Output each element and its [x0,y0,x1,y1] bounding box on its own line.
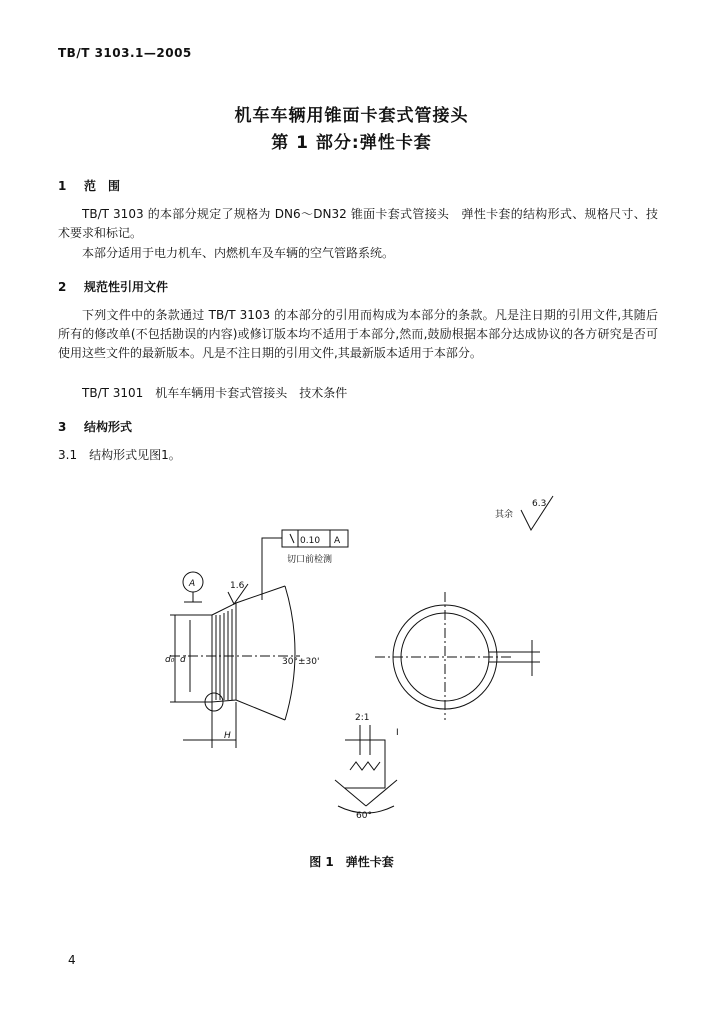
section-2-para-2: TB/T 3101 机车车辆用卡套式管接头 技术条件 [82,386,348,400]
thread-angle-label: 60° [356,811,372,821]
section-number: 2 [58,280,67,294]
document-subtitle: 第 1 部分:弹性卡套 [271,133,432,153]
angle-arc [285,586,295,720]
dim-h-label: H [224,731,231,741]
angle-label: 30°±30' [282,657,320,667]
figure-caption: 图 1 弹性卡套 [309,855,394,869]
section-1-para-1: TB/T 3103 的本部分规定了规格为 DN6～DN32 锥面卡套式管接头 弹性卡套的结构形式、规格尺寸、技术要求和标记。 [58,207,658,240]
tolerance-datum: A [334,536,341,546]
section-1-para-2: 本部分适用于电力机车、内燃机车及车辆的空气管路系统。 [82,246,395,260]
dim-d0-label: d₀ [165,655,175,665]
section-title: 规范性引用文件 [84,280,169,294]
tolerance-value: 0.10 [300,536,321,546]
section-2-heading [58,278,168,295]
section-3-heading [58,418,132,435]
figure-1-drawing [0,480,703,860]
section-number: 1 [58,179,67,193]
document-title: 机车车辆用锥面卡套式管接头 [234,106,469,126]
ring-outer [393,605,497,709]
roughness-value-main: 6.3 [532,499,547,509]
roughness-value-small: 1.6 [230,581,245,591]
cut-note: 切口前检测 [287,555,333,565]
section-number: 3 [58,420,67,434]
section-title: 结构形式 [84,420,133,434]
section-title: 范 围 [84,179,121,193]
section-2-para-1: 下列文件中的条款通过 TB/T 3103 的本部分的引用而构成为本部分的条款。凡是注日期的引用文件,其随后所有的修改单(不包括勘误的内容)或修订版本均不适用于本部分,然而,鼓励根据本部分达成协议的各方研究是否可使用这些文件的最新版本。凡是不注日期的引用文件,其最新版本适用于本部分。 [58,308,658,360]
clause-3-1: 3.1 结构形式见图1。 [58,448,181,462]
datum-a-label: A [189,579,196,589]
dim-d-label: d [180,655,186,665]
standard-code-header: TB/T 3103.1—2005 [58,46,192,60]
detail-id-label: I [396,728,399,738]
page-number: 4 [68,953,76,967]
rest-label: 其余 [495,510,514,520]
detail-scale-label: 2:1 [355,713,370,723]
section-1-heading [58,177,120,194]
